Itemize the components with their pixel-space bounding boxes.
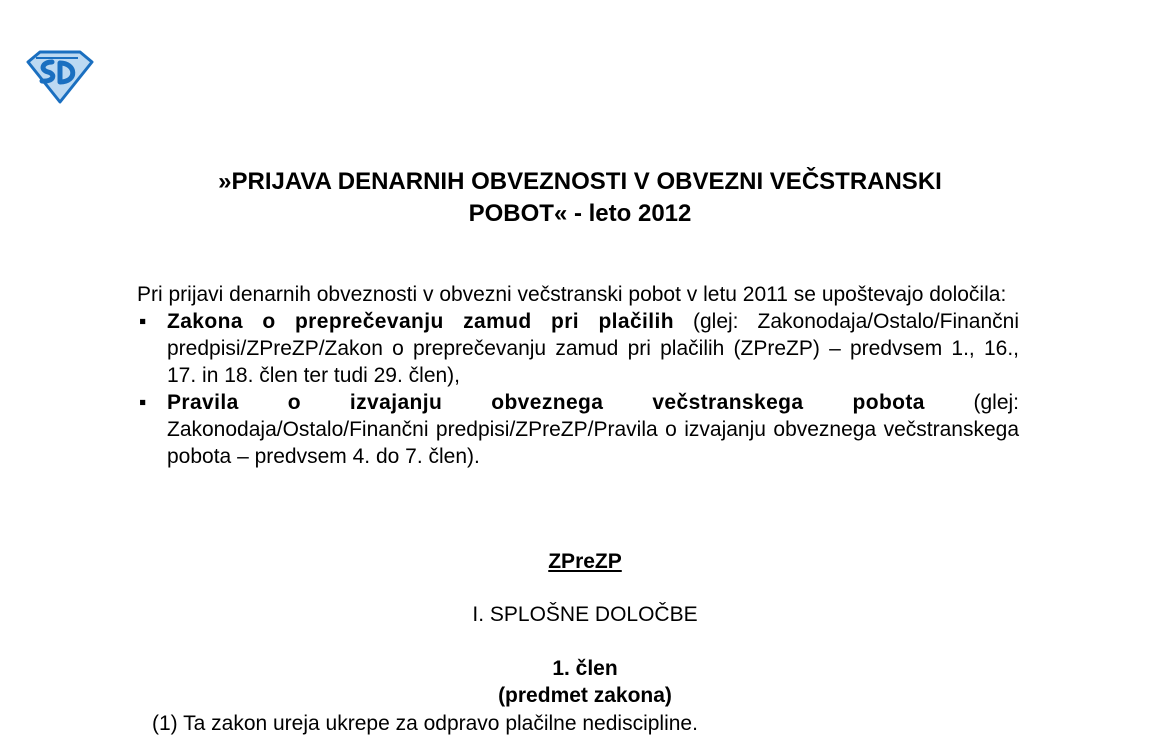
list-item xyxy=(137,308,1019,389)
bullet-text: (glej: Zakonodaja/Ostalo/Finančni predpisi/ZPreZP/Pravila o izvajanju obveznega večstranskega pobota – predvsem 4. do 7. člen). xyxy=(167,391,1019,468)
article-subtitle: (predmet zakona) xyxy=(498,684,672,707)
list-item xyxy=(137,389,1019,470)
section-abbr: ZPreZP xyxy=(548,550,622,573)
chapter-heading: I. SPLOŠNE DOLOČBE xyxy=(472,603,698,626)
bullet-list xyxy=(137,308,1019,470)
intro-text: Pri prijavi denarnih obveznosti v obvezni večstranski pobot v letu 2011 se upoštevajo določila: xyxy=(137,283,1007,306)
article-paragraph: (1) Ta zakon ureja ukrepe za odpravo plačilne nediscipline. xyxy=(152,712,698,735)
bullet-text: (glej: Zakonodaja/Ostalo/Finančni predpisi/ZPreZP/Zakon o preprečevanju zamud pri plačilih (ZPreZP) – predvsem 1., 16., 17. in 18. člen ter tudi 29. člen), xyxy=(167,310,1019,387)
document-title xyxy=(150,166,1010,230)
bullet-icon: ▪ xyxy=(139,310,147,333)
bullet-lead: Pravila o izvajanju obveznega večstranskega pobota xyxy=(167,391,925,414)
title-line-2: POBOT« - leto 2012 xyxy=(468,200,692,227)
bullet-lead: Zakona o preprečevanju zamud pri plačilih xyxy=(167,310,674,333)
intro-section xyxy=(137,281,1019,470)
article-heading: 1. člen xyxy=(552,657,618,680)
title-line-1: »PRIJAVA DENARNIH OBVEZNOSTI V OBVEZNI VEČSTRANSKI xyxy=(218,168,942,195)
bullet-icon: ▪ xyxy=(139,391,147,414)
logo xyxy=(22,48,96,104)
